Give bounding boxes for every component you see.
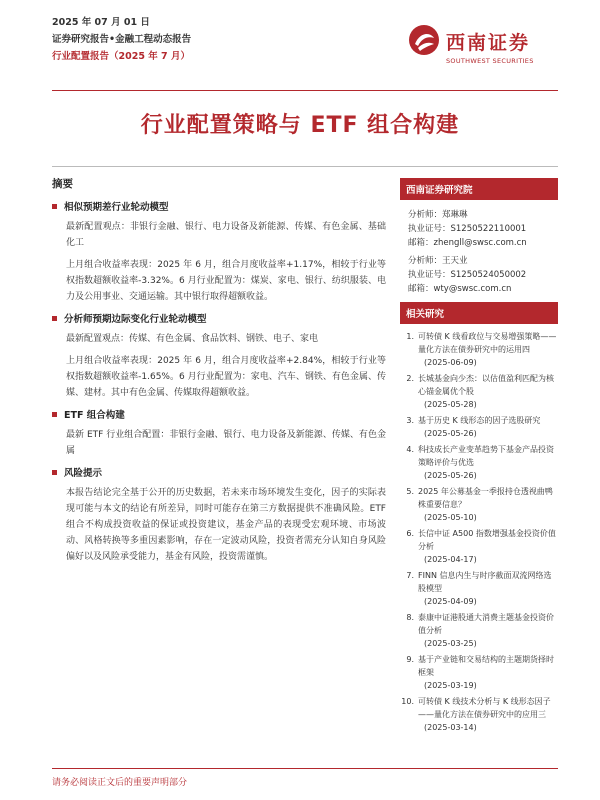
bullet-square-icon [52,204,57,209]
logo-name-en: SOUTHWEST SECURITIES [446,57,534,65]
report-date: (2025-04-17) [424,555,477,564]
logo-name: 西南证券 [446,32,531,54]
report-title: 长信中证 A500 指数增强基金投资价值分析 [418,529,556,551]
list-item[interactable]: 1. 可转债 K 线看政位与交易增强策略——量化方法在债券研究中的运用四 (2025-06-09) [406,332,557,367]
report-date: (2025-03-19) [424,681,477,690]
footer-disclaimer: 请务必阅读正文后的重要声明部分 [52,778,188,788]
related-report-list [400,330,558,734]
title-divider [52,166,558,167]
section-paragraph: 上月组合收益率表现：2025 年 6 月，组合月度收益率+1.17%，相较于行业等权指数超额收益率-3.32%。6 月行业配置为：煤炭、家电、银行、纺织服装、电力及公用事业、交通运输。其中银行取得超额收益。 [66,260,386,302]
list-item[interactable]: 5. 2025 年公募基金一季报持仓透视曲鸭株重要信息？ (2025-05-10) [400,485,558,524]
header-divider [52,90,558,91]
analyst-email[interactable]: 邮箱：zhengll@swsc.com.cn [408,238,527,248]
bullet-square-icon [52,412,57,417]
abstract-heading: 摘要 [52,178,73,190]
section-title: 风险提示 [64,468,103,479]
report-title: FINN 信息内生与时序截面双流网络选股模型 [418,571,552,593]
report-title: 可转债 K 线看政位与交易增强策略——量化方法在债券研究中的运用四 [418,332,557,354]
report-date: (2025-03-25) [424,639,477,648]
header-meta [52,14,191,65]
document-title: 行业配置策略与 ETF 组合构建 [140,113,460,138]
abstract-section [52,199,386,305]
report-date: (2025-03-14) [424,723,477,732]
section-paragraph: 最新 ETF 行业组合配置：非银行金融、银行、电力设备及新能源、传媒、有色金属 [66,430,386,456]
report-title: 长城基金向少杰：以估值盈利匹配为核心锚金属优个股 [418,374,554,396]
logo-mark-icon [408,24,440,56]
analyst-name: 分析师：郑琳琳 [408,210,468,220]
sidebar [400,178,558,737]
bullet-square-icon [52,470,57,475]
list-item[interactable]: 2. 长城基金向少杰：以估值盈利匹配为核心锚金属优个股 (2025-05-28) [400,372,558,411]
report-date: (2025-04-09) [424,597,477,606]
abstract-section [52,465,386,565]
list-item[interactable]: 8. 泰康中证港股通大消费主题基金投资价值分析 (2025-03-25) [400,611,558,650]
analyst-cert: 执业证号：S1250524050002 [408,270,527,280]
section-title: ETF 组合构建 [64,410,125,421]
section-title: 相似预期差行业轮动模型 [64,202,169,213]
report-title: 基于产业链和交易结构的主题期货择时框架 [418,655,554,677]
report-title: 2025 年公募基金一季报持仓透视曲鸭株重要信息？ [418,487,553,509]
section-paragraph: 最新配置观点：传媒、有色金属、食品饮料、钢铁、电子、家电 [66,334,319,344]
section-heading [52,311,386,325]
abstract-section [52,311,386,401]
report-type: 行业配置报告（2025 年 7 月） [52,51,190,62]
analyst-name: 分析师：王天业 [408,256,468,266]
section-heading [52,407,386,421]
related-research-title-bar: 相关研究 [400,302,558,324]
section-heading [52,199,386,213]
list-item[interactable]: 4. 科技成长产业变革趋势下基金产品投资策略评价与优选 (2025-05-26) [400,443,558,482]
footer-divider [52,768,558,769]
report-date: (2025-05-26) [424,429,477,438]
report-date: (2025-05-28) [424,400,477,409]
list-item[interactable]: 7. FINN 信息内生与时序截面双流网络选股模型 (2025-04-09) [400,569,558,608]
report-date: 2025 年 07 月 01 日 [52,17,150,28]
report-title: 科技成长产业变革趋势下基金产品投资策略评价与优选 [418,445,554,467]
report-title: 基于历史 K 线形态的因子选股研究 [418,416,541,425]
report-series: 证券研究报告•金融工程动态报告 [52,34,192,45]
report-title: 泰康中证港股通大消费主题基金投资价值分析 [418,613,554,635]
report-title: 可转债 K 线技术分析与 K 线形态因子——量化方法在债券研究中的应用三 [418,697,551,719]
report-date: (2025-05-10) [424,513,477,522]
analyst-info [408,208,558,296]
analyst-email[interactable]: 邮箱：wty@swsc.com.cn [408,284,512,294]
report-date: (2025-06-09) [424,358,477,367]
abstract-section [52,407,386,459]
list-item[interactable]: 3. 基于历史 K 线形态的因子选股研究 (2025-05-26) [400,414,558,440]
institute-title-bar: 西南证券研究院 [400,178,558,200]
analyst-cert: 执业证号：S1250522110001 [408,224,527,234]
list-item[interactable]: 6. 长信中证 A500 指数增强基金投资价值分析 (2025-04-17) [400,527,558,566]
list-item[interactable]: 10. 可转债 K 线技术分析与 K 线形态因子——量化方法在债券研究中的应用三 (2025-03-14) [400,695,558,734]
section-heading [52,465,386,479]
section-title: 分析师预期边际变化行业轮动模型 [64,314,207,325]
company-logo [408,24,558,84]
section-paragraph: 上月组合收益率表现：2025 年 6 月，组合月度收益率+2.84%，相较于行业等权指数超额收益率-1.65%。6 月行业配置为：家电、汽车、钢铁、有色金属、传媒、建材。其中有色金属、传媒取得超额收益。 [66,356,386,398]
bullet-square-icon [52,316,57,321]
section-paragraph: 本报告结论完全基于公开的历史数据，若未来市场环境发生变化，因子的实际表现可能与本文的结论有所差异，同时可能存在第三方数据提供不准确风险。ETF 组合不构成投资收益的保证或投资建议，基金产品的表现受宏观环境、市场波动、风格转换等多重因素影响，存在一定波动风险，投资者需充分认知自身风险偏好以及风险承受能力，基金有风险，投资需谨慎。 [66,488,386,562]
section-paragraph: 最新配置观点：非银行金融、银行、电力设备及新能源、传媒、有色金属、基础化工 [66,222,386,248]
report-date: (2025-05-26) [424,471,477,480]
abstract-column [52,172,386,571]
list-item[interactable]: 9. 基于产业链和交易结构的主题期货择时框架 (2025-03-19) [400,653,558,692]
